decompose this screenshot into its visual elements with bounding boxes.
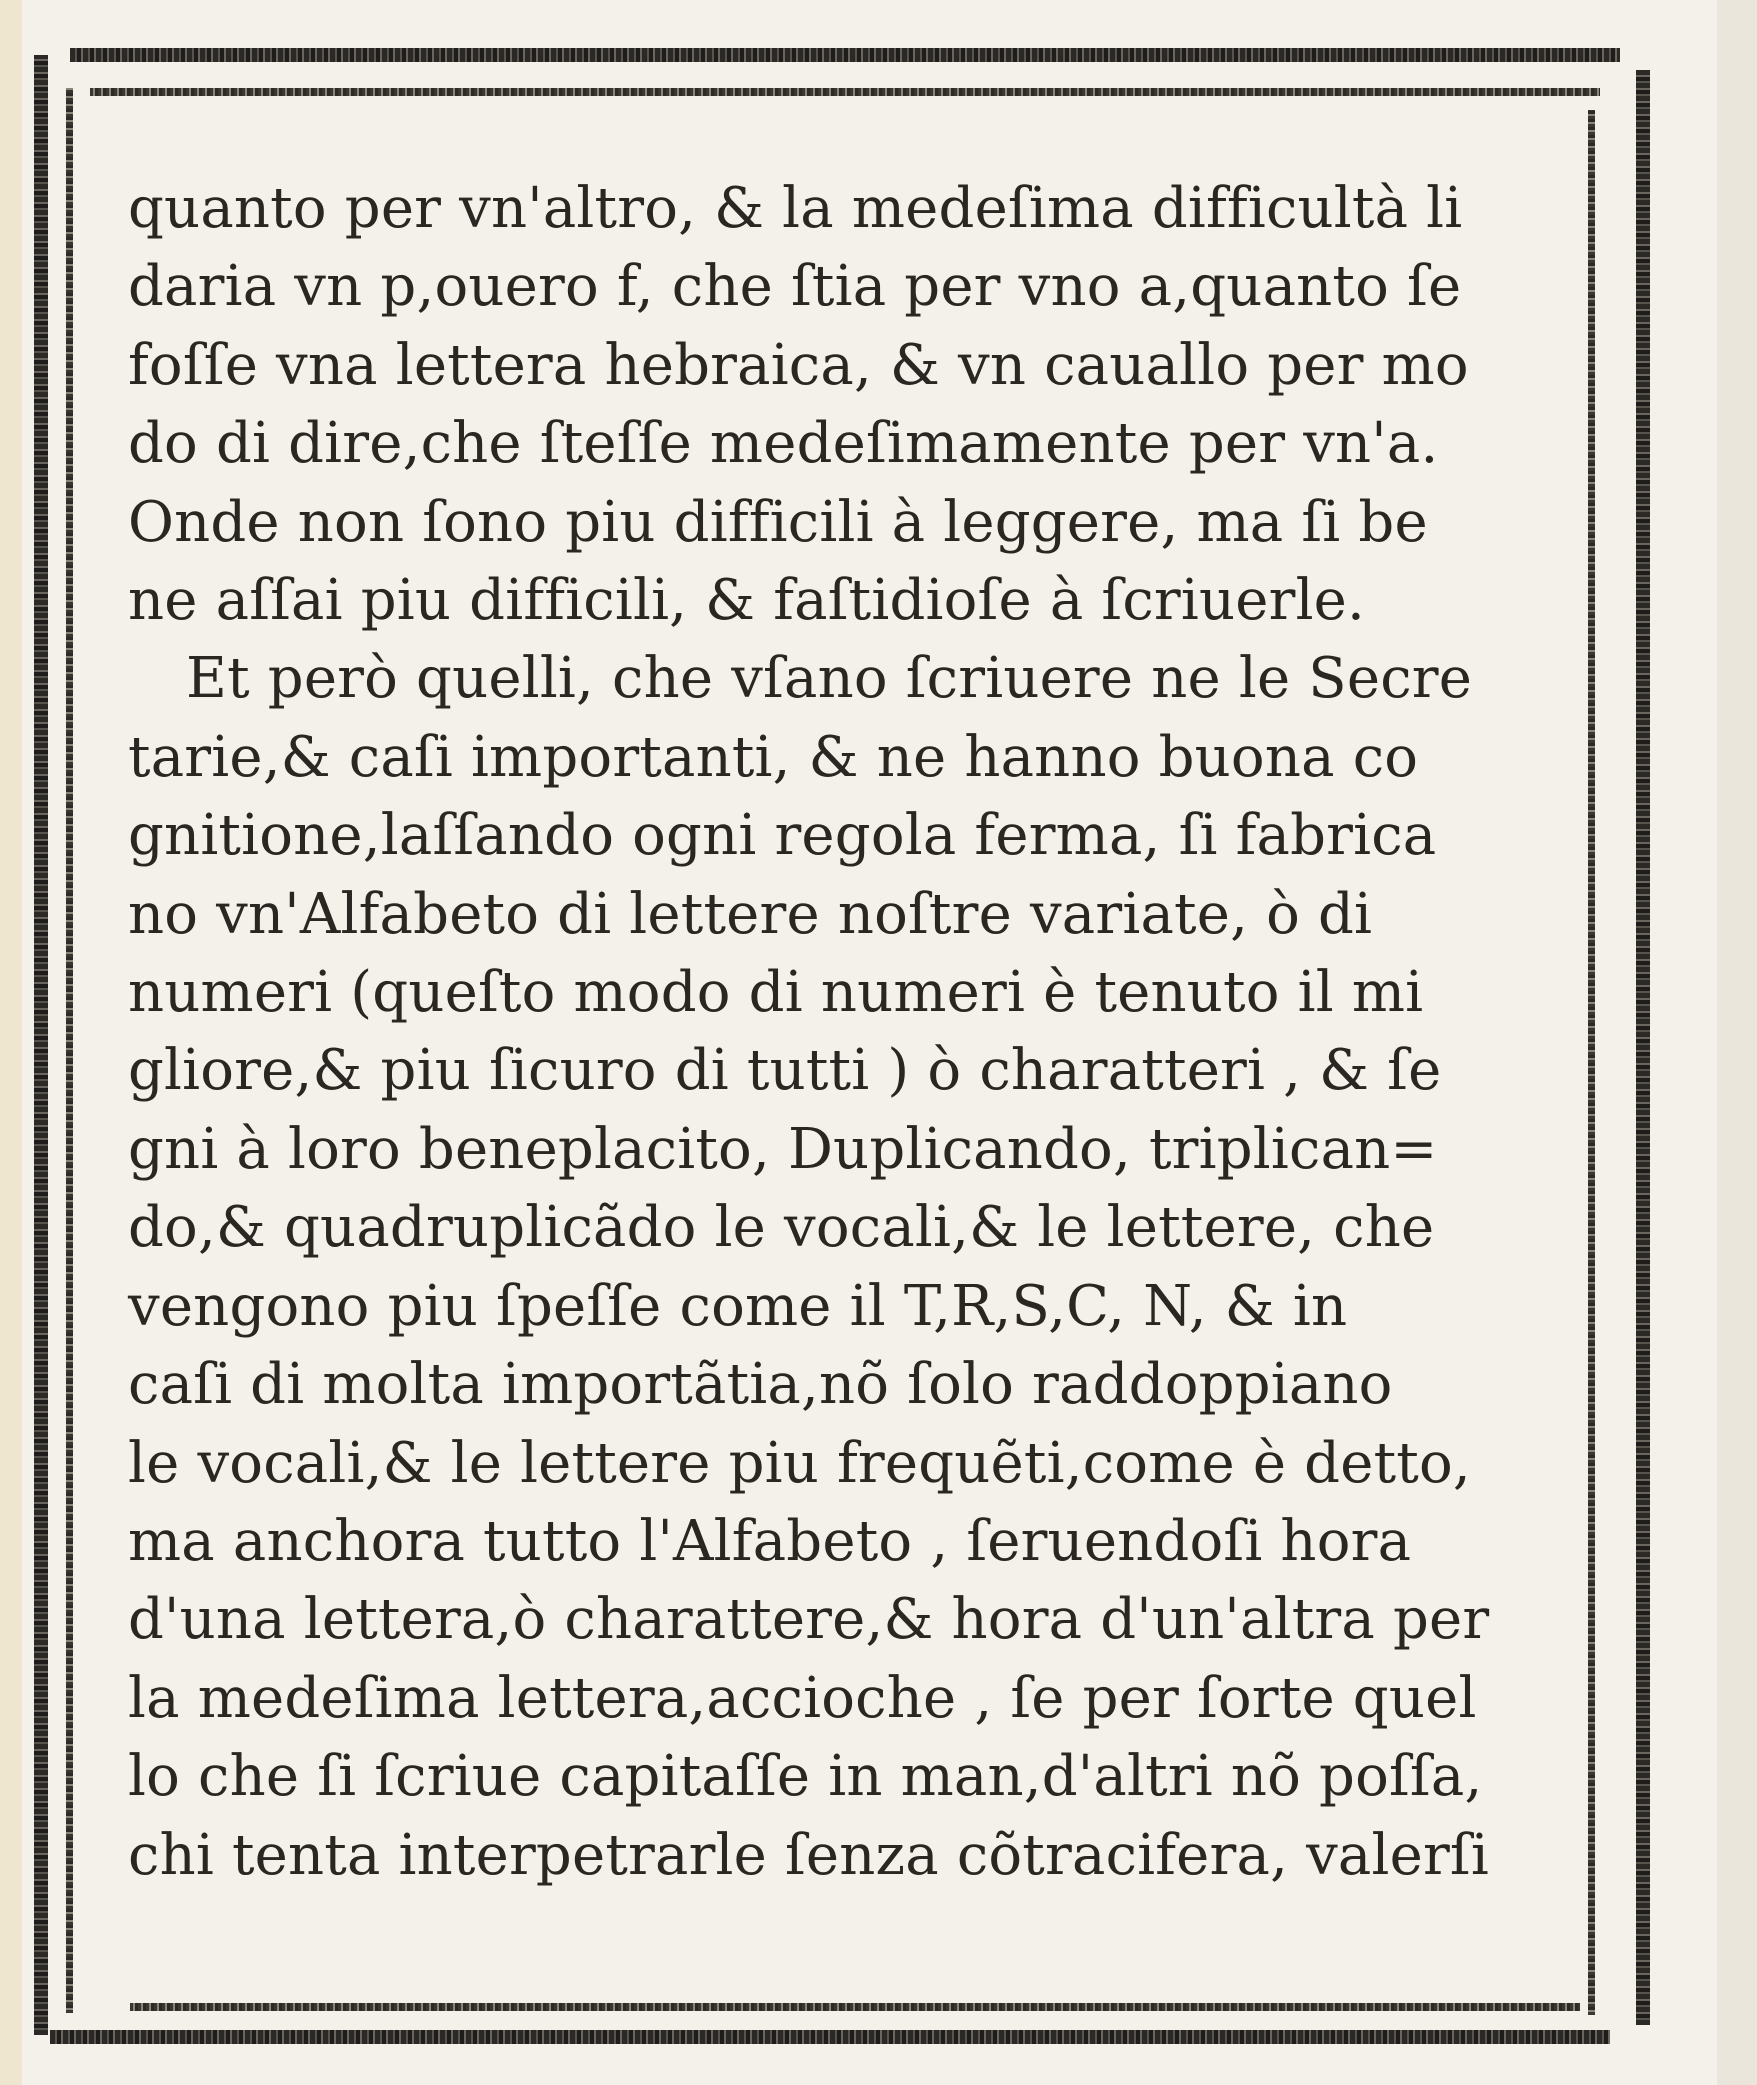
text-line: foſſe vna lettera hebraica, & vn cauallo per mo xyxy=(128,332,1469,398)
text-line: lo che ſi ſcriue capitaſſe in man,d'altri nõ poſſa, xyxy=(128,1744,1483,1810)
text-line: gnitione,laſſando ogni regola ferma, ſi fabrica xyxy=(128,803,1437,869)
border-bottom-outer xyxy=(50,2030,1610,2044)
text-line: le vocali,& le lettere piu frequẽti,come è detto, xyxy=(128,1430,1471,1496)
border-top-outer xyxy=(70,48,1620,62)
text-line: vengono piu ſpeſſe come il T,R,S,C, N, & in xyxy=(128,1273,1348,1339)
text-line: caſi di molta importãtia,nõ ſolo raddoppiano xyxy=(128,1352,1393,1418)
text-line: Onde non ſono piu difficili à leggere, ma ſi be xyxy=(128,489,1428,555)
text-line: ma anchora tutto l'Alfabeto , ſeruendoſi hora xyxy=(128,1508,1412,1574)
text-line: do di dire,che ſteſſe medeſimamente per vn'a. xyxy=(128,411,1439,477)
text-line: tarie,& caſi importanti, & ne hanno buona co xyxy=(128,724,1419,790)
border-left-inner xyxy=(66,88,73,2013)
text-line: daria vn p,ouero f, che ſtia per vno a,quanto ſe xyxy=(128,254,1462,320)
text-line: ne aſſai piu difficili, & faſtidioſe à ſcriuerle. xyxy=(128,568,1366,634)
text-line: d'una lettera,ò charattere,& hora d'un'altra per xyxy=(128,1587,1490,1653)
paragraph-start-line: Et però quelli, che vſano ſcriuere ne le Secre xyxy=(186,646,1473,712)
border-bottom-inner xyxy=(130,2003,1580,2011)
text-line: la medeſima lettera,accioche , ſe per ſorte quel xyxy=(128,1665,1477,1731)
text-line: do,& quadruplicãdo le vocali,& le lettere, che xyxy=(128,1195,1435,1261)
border-left-outer xyxy=(34,55,48,2035)
text-line: numeri (queſto modo di numeri è tenuto il mi xyxy=(128,960,1424,1026)
text-line: quanto per vn'altro, & la medeſima difficultà li xyxy=(128,176,1463,241)
text-line: no vn'Alfabeto di lettere noſtre variate, ò di xyxy=(128,881,1373,947)
text-line: chi tenta interpetrarle ſenza cõtracifera, valerſi xyxy=(128,1822,1489,1888)
border-right-inner xyxy=(1588,110,1595,2015)
border-right-outer xyxy=(1636,70,1650,2025)
border-top-inner xyxy=(90,88,1600,96)
text-line: gni à loro beneplacito, Duplicando, triplican= xyxy=(128,1116,1438,1182)
page-text xyxy=(128,170,1548,1895)
paper-edge-right xyxy=(1717,0,1757,2085)
text-line: gliore,& piu ſicuro di tutti ) ò charatteri , & ſe xyxy=(128,1038,1442,1104)
paper-edge-left xyxy=(0,0,22,2085)
